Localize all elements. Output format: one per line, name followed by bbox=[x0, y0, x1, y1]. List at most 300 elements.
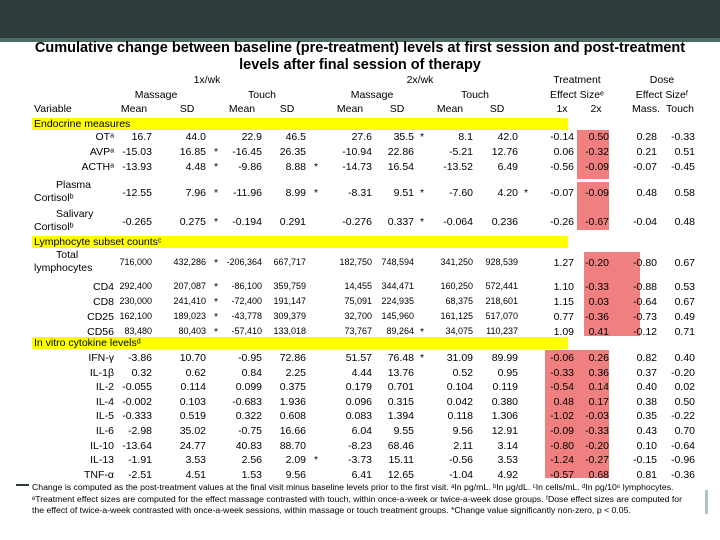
cell-s1: 0.519 bbox=[179, 410, 206, 423]
cell-d2: 0.40 bbox=[674, 352, 695, 364]
cell-d2: -0.20 bbox=[671, 366, 695, 379]
cell-m2: -9.86 bbox=[238, 161, 262, 173]
cell-s2: 2.09 bbox=[285, 454, 306, 467]
cell-d2: -0.33 bbox=[671, 131, 695, 143]
cell-s1: 35.02 bbox=[179, 425, 206, 437]
table-row bbox=[0, 281, 720, 293]
cell-s1: 80,403 bbox=[178, 326, 206, 336]
cell-s4: 218,601 bbox=[485, 296, 518, 306]
cell-s3: 9.55 bbox=[393, 425, 414, 437]
cell-e2: -0.67 bbox=[585, 216, 609, 228]
cell-s4: 42.0 bbox=[497, 131, 518, 143]
cell-s1: 44.0 bbox=[185, 131, 206, 143]
cell-e2: -0.20 bbox=[585, 257, 609, 269]
cell-m4: 341,250 bbox=[440, 257, 473, 267]
cell-st1: * bbox=[214, 146, 219, 158]
cell-m2: 0.84 bbox=[241, 366, 262, 379]
cell-s4: 517,070 bbox=[485, 311, 518, 321]
table-row bbox=[0, 296, 720, 308]
table-row bbox=[0, 469, 720, 481]
cell-m1: -2.51 bbox=[128, 468, 152, 481]
cell-s1: 0.275 bbox=[179, 216, 206, 228]
cell-d2: -0.22 bbox=[671, 410, 695, 423]
cell-m3: 14,455 bbox=[344, 281, 372, 291]
table-row bbox=[0, 440, 720, 452]
cell-m2: 22.9 bbox=[241, 131, 262, 143]
cell-m2: -0.75 bbox=[238, 425, 262, 437]
table-row bbox=[0, 367, 720, 379]
cell-m4: -0.064 bbox=[443, 216, 473, 228]
cell-d2: 0.53 bbox=[674, 281, 695, 293]
cell-s1: 7.96 bbox=[185, 187, 206, 199]
cell-m1: -13.64 bbox=[122, 439, 152, 452]
cell-m4: 160,250 bbox=[440, 281, 473, 291]
cell-e2: 0.68 bbox=[588, 468, 609, 481]
cell-m4: 9.56 bbox=[452, 425, 473, 437]
cell-m1: 83,480 bbox=[124, 326, 152, 336]
cell-m2: -72,400 bbox=[231, 296, 262, 306]
cell-s2: 359,759 bbox=[273, 281, 306, 291]
row-variable: IFN-γ bbox=[88, 352, 114, 364]
cell-s4: 572,441 bbox=[485, 281, 518, 291]
cell-s1: 0.62 bbox=[185, 366, 206, 379]
cell-m3: 4.44 bbox=[351, 366, 372, 379]
cell-s3: 12.65 bbox=[387, 468, 414, 481]
cell-d2: 0.70 bbox=[674, 425, 695, 437]
cell-d1: 0.48 bbox=[636, 187, 657, 199]
cell-m1: -1.91 bbox=[128, 454, 152, 467]
cell-d2: 0.51 bbox=[674, 146, 695, 158]
cell-m2: -11.96 bbox=[233, 187, 262, 199]
cell-m4: 161,125 bbox=[440, 311, 473, 321]
cell-m4: 0.104 bbox=[446, 381, 473, 394]
cell-e2: -0.09 bbox=[585, 187, 609, 199]
section-cytokine: In vitro cytokine levelsᵈ bbox=[34, 337, 141, 349]
row-variable: IL-2 bbox=[95, 381, 114, 394]
cell-s1: 4.48 bbox=[185, 161, 206, 173]
header-touch-2x: Touch bbox=[460, 89, 490, 101]
cell-e2: 0.26 bbox=[588, 352, 609, 364]
cell-s3: 0.315 bbox=[387, 395, 414, 408]
cell-s4: 12.76 bbox=[491, 146, 518, 158]
cell-d1: 0.35 bbox=[636, 410, 657, 423]
cell-s3: 224,935 bbox=[381, 296, 414, 306]
cell-e1: 0.48 bbox=[553, 395, 574, 408]
cell-m3: -8.23 bbox=[348, 439, 372, 452]
cell-e2: 0.03 bbox=[588, 296, 609, 308]
cell-e1: -0.80 bbox=[550, 439, 574, 452]
row-variable: IL-4 bbox=[95, 395, 114, 408]
cell-s1: 0.103 bbox=[179, 395, 206, 408]
cell-m3: 0.083 bbox=[345, 410, 372, 423]
cell-m3: 27.6 bbox=[351, 131, 372, 143]
cell-s1: 3.53 bbox=[185, 454, 206, 467]
cell-st2: * bbox=[314, 454, 319, 467]
cell-st4: * bbox=[524, 187, 529, 199]
table-row bbox=[0, 131, 720, 143]
cell-d1: -0.73 bbox=[633, 311, 657, 323]
cell-s2: 309,379 bbox=[273, 311, 306, 321]
cell-m2: -0.683 bbox=[232, 395, 262, 408]
cell-s4: 110,237 bbox=[486, 326, 518, 336]
cell-s3: 68.46 bbox=[387, 439, 414, 452]
table-row bbox=[0, 311, 720, 323]
cell-m4: 31.09 bbox=[446, 352, 473, 364]
cell-m1: -12.55 bbox=[122, 187, 152, 199]
cell-d2: -0.64 bbox=[671, 439, 695, 452]
row-variable-line1: Salivary bbox=[56, 208, 94, 220]
cell-m3: 73,767 bbox=[344, 326, 372, 336]
table-row bbox=[0, 216, 720, 228]
cell-m1: -15.03 bbox=[122, 146, 152, 158]
cell-s4: 0.119 bbox=[492, 381, 518, 394]
table-row bbox=[0, 352, 720, 364]
cell-e2: 0.50 bbox=[588, 131, 609, 143]
row-variable: IL-1β bbox=[89, 366, 114, 379]
cell-s2: 72.86 bbox=[279, 352, 306, 364]
cell-m1: 0.32 bbox=[131, 366, 152, 379]
cell-e1: 1.10 bbox=[553, 281, 574, 293]
decor-line-right bbox=[705, 490, 708, 514]
cell-d2: 0.58 bbox=[674, 187, 695, 199]
cell-d2: -0.96 bbox=[671, 454, 695, 467]
cell-st2: * bbox=[314, 187, 319, 199]
cell-e1: 0.06 bbox=[553, 146, 574, 158]
cell-m1: 716,000 bbox=[119, 257, 152, 267]
cell-m4: 34,075 bbox=[445, 326, 473, 336]
cell-e1: -0.33 bbox=[550, 366, 574, 379]
cell-e1: 1.09 bbox=[553, 326, 574, 338]
header-sd-m1: SD bbox=[179, 103, 195, 115]
cell-st3: * bbox=[420, 131, 425, 143]
cell-s2: 46.5 bbox=[285, 131, 306, 143]
cell-s1: 10.70 bbox=[179, 352, 206, 364]
cell-m1: -3.86 bbox=[128, 352, 152, 364]
cell-s1: 432,286 bbox=[173, 257, 206, 267]
cell-e1: -0.26 bbox=[550, 216, 574, 228]
cell-st1: * bbox=[214, 311, 219, 323]
cell-s1: 241,410 bbox=[173, 296, 206, 306]
cell-m1: 292,400 bbox=[119, 281, 152, 291]
cell-m2: 2.56 bbox=[241, 454, 262, 467]
cell-e2: -0.36 bbox=[585, 311, 609, 323]
cell-m3: 6.04 bbox=[351, 425, 372, 437]
cell-st1: * bbox=[214, 326, 219, 338]
section-lymphocyte: Lymphocyte subset countsᶜ bbox=[34, 236, 162, 248]
cell-s3: 1.394 bbox=[387, 410, 414, 423]
cell-s3: 344,471 bbox=[381, 281, 414, 291]
cell-st3: * bbox=[420, 326, 425, 338]
cell-m3: -14.73 bbox=[342, 161, 372, 173]
cell-m3: -3.73 bbox=[348, 454, 372, 467]
header-massage-1x: Massage bbox=[134, 89, 178, 101]
cell-m1: -0.055 bbox=[122, 381, 152, 394]
cell-m2: -57,410 bbox=[231, 326, 262, 336]
cell-m2: 40.83 bbox=[235, 439, 262, 452]
header-1x: 1x bbox=[556, 103, 568, 115]
cell-e2: 0.17 bbox=[588, 395, 609, 408]
cell-m1: -0.265 bbox=[122, 216, 152, 228]
cell-s3: 145,960 bbox=[381, 311, 414, 321]
cell-d1: 0.21 bbox=[636, 146, 657, 158]
cell-d1: 0.82 bbox=[636, 352, 657, 364]
header-treatment-effect: Effect Sizeᵉ bbox=[550, 89, 604, 101]
row-variable: IL-10 bbox=[90, 439, 114, 452]
cell-d2: 0.67 bbox=[674, 296, 695, 308]
cell-s4: 1.306 bbox=[491, 410, 518, 423]
cell-s3: 0.337 bbox=[387, 216, 414, 228]
cell-d2: -0.45 bbox=[671, 161, 695, 173]
cell-m4: 8.1 bbox=[458, 131, 473, 143]
cell-s1: 16.85 bbox=[179, 146, 206, 158]
cell-m4: 2.11 bbox=[453, 439, 473, 452]
cell-m2: -206,364 bbox=[226, 257, 262, 267]
cell-s3: 16.54 bbox=[387, 161, 414, 173]
cell-m4: 0.52 bbox=[452, 366, 473, 379]
row-variable: OTᵃ bbox=[95, 131, 114, 143]
cell-d1: 0.10 bbox=[636, 439, 657, 452]
cell-e2: 0.36 bbox=[588, 366, 609, 379]
cell-s2: 191,147 bbox=[273, 296, 306, 306]
cell-e1: 0.77 bbox=[553, 311, 574, 323]
cell-s4: 0.236 bbox=[491, 216, 518, 228]
cell-s2: 26.35 bbox=[279, 146, 306, 158]
header-massage-2x: Massage bbox=[350, 89, 394, 101]
cell-m1: -0.333 bbox=[122, 410, 152, 423]
cell-d1: 0.28 bbox=[636, 131, 657, 143]
header-mass: Mass. bbox=[631, 103, 661, 115]
cell-e1: -1.02 bbox=[550, 410, 574, 423]
cell-s3: 748,594 bbox=[381, 257, 414, 267]
cell-s2: 667,717 bbox=[273, 257, 306, 267]
table-row bbox=[0, 146, 720, 158]
row-variable: IL-13 bbox=[90, 454, 114, 467]
cell-s2: 133,018 bbox=[273, 326, 306, 336]
cell-m4: -13.52 bbox=[443, 161, 473, 173]
cell-s1: 0.114 bbox=[180, 381, 206, 394]
page-title: Cumulative change between baseline (pre-treatment) levels at first session and post-treatment levels after final session of therapy bbox=[34, 40, 686, 73]
row-variable-line1: Plasma bbox=[56, 179, 92, 191]
cell-e1: -1.24 bbox=[550, 454, 574, 467]
header-1x-week: 1x/wk bbox=[193, 74, 221, 86]
cell-m4: 0.118 bbox=[447, 410, 473, 423]
cell-d1: -0.80 bbox=[633, 257, 657, 269]
cell-st1: * bbox=[214, 161, 219, 173]
cell-s4: 4.20 bbox=[497, 187, 518, 199]
cell-d1: 0.81 bbox=[636, 468, 657, 481]
cell-m1: 162,100 bbox=[119, 311, 152, 321]
cell-s1: 24.77 bbox=[179, 439, 206, 452]
table-row bbox=[0, 381, 720, 393]
row-variable-line2: Cortisolᵇ bbox=[34, 221, 74, 233]
cell-s2: 1.936 bbox=[279, 395, 306, 408]
header-sd-t2: SD bbox=[489, 103, 505, 115]
header-sd-t1: SD bbox=[279, 103, 295, 115]
cell-s3: 13.76 bbox=[387, 366, 414, 379]
cell-m2: 0.322 bbox=[235, 410, 262, 423]
cell-s3: 22.86 bbox=[387, 146, 414, 158]
cell-e1: 1.27 bbox=[553, 257, 574, 269]
cell-d2: 0.49 bbox=[674, 311, 695, 323]
table-row bbox=[0, 410, 720, 422]
cell-m2: -16.45 bbox=[232, 146, 262, 158]
cell-m3: 0.096 bbox=[345, 395, 372, 408]
cell-s2: 16.66 bbox=[279, 425, 306, 437]
cell-st1: * bbox=[214, 296, 219, 308]
cell-s3: 9.51 bbox=[393, 187, 414, 199]
cell-m3: 75,091 bbox=[344, 296, 372, 306]
cell-s4: 0.380 bbox=[491, 395, 518, 408]
table-row bbox=[0, 396, 720, 408]
cell-m1: -0.002 bbox=[122, 395, 152, 408]
cell-d1: -0.07 bbox=[633, 161, 657, 173]
cell-st1: * bbox=[214, 281, 219, 293]
cell-s2: 2.25 bbox=[285, 366, 306, 379]
cell-m2: -43,778 bbox=[231, 311, 262, 321]
cell-e2: -0.33 bbox=[585, 425, 609, 437]
cell-d2: 0.67 bbox=[674, 257, 695, 269]
cell-d1: 0.43 bbox=[636, 425, 657, 437]
cell-m3: 182,750 bbox=[339, 257, 372, 267]
row-variable: CD25 bbox=[87, 311, 114, 323]
cell-m2: 0.099 bbox=[235, 381, 262, 394]
header-mean-t1: Mean bbox=[228, 103, 256, 115]
cell-e1: -0.57 bbox=[550, 468, 574, 481]
cell-s2: 9.56 bbox=[285, 468, 306, 481]
header-variable: Variable bbox=[34, 103, 72, 115]
table-row bbox=[0, 187, 720, 199]
cell-e2: -0.27 bbox=[585, 454, 609, 467]
cell-m4: 0.042 bbox=[446, 395, 473, 408]
cell-s3: 0.701 bbox=[387, 381, 414, 394]
cell-s4: 928,539 bbox=[485, 257, 518, 267]
header-dose-effect: Effect Sizeᶠ bbox=[635, 89, 689, 101]
cell-d1: -0.88 bbox=[633, 281, 657, 293]
cell-m4: -5.21 bbox=[449, 146, 473, 158]
row-variable: CD8 bbox=[92, 296, 114, 308]
cell-s4: 6.49 bbox=[497, 161, 518, 173]
cell-m3: 0.179 bbox=[345, 381, 372, 394]
cell-d2: -0.36 bbox=[671, 468, 695, 481]
row-variable-line2: lymphocytes bbox=[34, 262, 93, 274]
row-variable-line1: Total bbox=[56, 249, 79, 261]
table-row bbox=[0, 161, 720, 173]
cell-st1: * bbox=[214, 216, 219, 228]
cell-st3: * bbox=[420, 187, 425, 199]
cell-s4: 3.53 bbox=[497, 454, 518, 467]
header-2x: 2x bbox=[590, 103, 602, 115]
cell-m3: -8.31 bbox=[348, 187, 372, 199]
cell-m2: -0.194 bbox=[232, 216, 262, 228]
cell-d2: 0.02 bbox=[674, 381, 695, 394]
cell-m2: 1.53 bbox=[241, 468, 262, 481]
cell-m3: -0.276 bbox=[342, 216, 372, 228]
header-touch-dose: Touch bbox=[665, 103, 695, 115]
row-variable: ACTHᵃ bbox=[81, 161, 114, 173]
header-mean-t2: Mean bbox=[436, 103, 464, 115]
cell-e2: -0.32 bbox=[585, 146, 609, 158]
table-footnote: Change is computed as the post-treatment values at the final visit minus baseline levels prior to the first visit. ᵃIn pg/mL. ᵇIn μg/dL. ᶜIn cells/mL. ᵈIn pg/10⁶ lymphocytes. ᵉTreatment effect sizes are computed for the effect massage contrasted with touch, within once-a-week or twice-a-week dose groups. ᶠDose effect sizes are computed for the effect of twice-a-week contrasted with once-a-week sessions, within massage or touch treatment groups. *Change value significantly non-zero, p < 0.05. bbox=[32, 482, 683, 515]
cell-st1: * bbox=[214, 257, 219, 269]
cell-d1: -0.64 bbox=[633, 296, 657, 308]
header-touch-1x: Touch bbox=[247, 89, 277, 101]
cell-m4: -7.60 bbox=[449, 187, 473, 199]
cell-d2: 0.48 bbox=[674, 216, 695, 228]
table-row bbox=[0, 326, 720, 338]
cell-s2: 0.375 bbox=[279, 381, 306, 394]
cell-m1: -13.93 bbox=[122, 161, 152, 173]
cell-d1: 0.40 bbox=[636, 381, 657, 394]
table-row bbox=[0, 425, 720, 437]
section-endocrine: Endocrine measures bbox=[34, 118, 131, 130]
row-variable: AVPᵃ bbox=[89, 146, 114, 158]
header-sd-m2: SD bbox=[389, 103, 405, 115]
cell-e2: 0.14 bbox=[588, 381, 609, 394]
cell-m3: 6.41 bbox=[351, 468, 372, 481]
cell-s2: 8.99 bbox=[285, 187, 306, 199]
header-treatment: Treatment bbox=[553, 74, 601, 86]
cell-s2: 0.608 bbox=[279, 410, 306, 423]
table-row bbox=[0, 454, 720, 466]
cell-m4: -0.56 bbox=[449, 454, 473, 467]
cell-m1: 16.7 bbox=[131, 131, 152, 143]
cell-s2: 88.70 bbox=[279, 439, 306, 452]
cell-s4: 89.99 bbox=[491, 352, 518, 364]
cell-m3: -10.94 bbox=[342, 146, 372, 158]
cell-e2: 0.41 bbox=[588, 326, 609, 338]
table-row bbox=[0, 257, 720, 269]
cell-e1: -0.14 bbox=[550, 131, 574, 143]
cell-e1: -0.06 bbox=[550, 352, 574, 364]
cell-d1: -0.04 bbox=[633, 216, 657, 228]
slide-top-bar bbox=[0, 0, 720, 38]
cell-d1: 0.37 bbox=[636, 366, 657, 379]
cell-s1: 4.51 bbox=[185, 468, 206, 481]
cell-s2: 0.291 bbox=[279, 216, 306, 228]
cell-d1: -0.15 bbox=[633, 454, 657, 467]
cell-d1: 0.38 bbox=[636, 395, 657, 408]
cell-st3: * bbox=[420, 216, 425, 228]
header-mean-m2: Mean bbox=[336, 103, 364, 115]
cell-e1: -0.56 bbox=[550, 161, 574, 173]
cell-e1: 1.15 bbox=[553, 296, 574, 308]
cell-m4: -1.04 bbox=[449, 468, 473, 481]
header-dose: Dose bbox=[649, 74, 675, 86]
cell-e1: -0.54 bbox=[550, 381, 574, 394]
cell-m3: 51.57 bbox=[345, 352, 372, 364]
cell-d2: 0.71 bbox=[674, 326, 695, 338]
cell-s1: 207,087 bbox=[173, 281, 206, 291]
row-variable-line2: Cortisolᵇ bbox=[34, 192, 74, 204]
cell-e1: -0.07 bbox=[550, 187, 574, 199]
cell-s3: 15.11 bbox=[388, 454, 414, 467]
header-mean-m1: Mean bbox=[120, 103, 148, 115]
cell-s4: 3.14 bbox=[497, 439, 518, 452]
cell-s4: 4.92 bbox=[497, 468, 518, 481]
cell-e1: -0.09 bbox=[550, 425, 574, 437]
cell-d1: -0.12 bbox=[633, 326, 657, 338]
cell-m2: -0.95 bbox=[238, 352, 262, 364]
header-2x-week: 2x/wk bbox=[406, 74, 434, 86]
cell-s3: 76.48 bbox=[387, 352, 414, 364]
cell-s1: 189,023 bbox=[173, 311, 206, 321]
row-variable: IL-5 bbox=[95, 410, 114, 423]
cell-st2: * bbox=[314, 161, 319, 173]
cell-s2: 8.88 bbox=[285, 161, 306, 173]
decor-line-left bbox=[16, 484, 29, 486]
cell-e2: -0.03 bbox=[585, 410, 609, 423]
row-variable: TNF-α bbox=[84, 468, 114, 481]
